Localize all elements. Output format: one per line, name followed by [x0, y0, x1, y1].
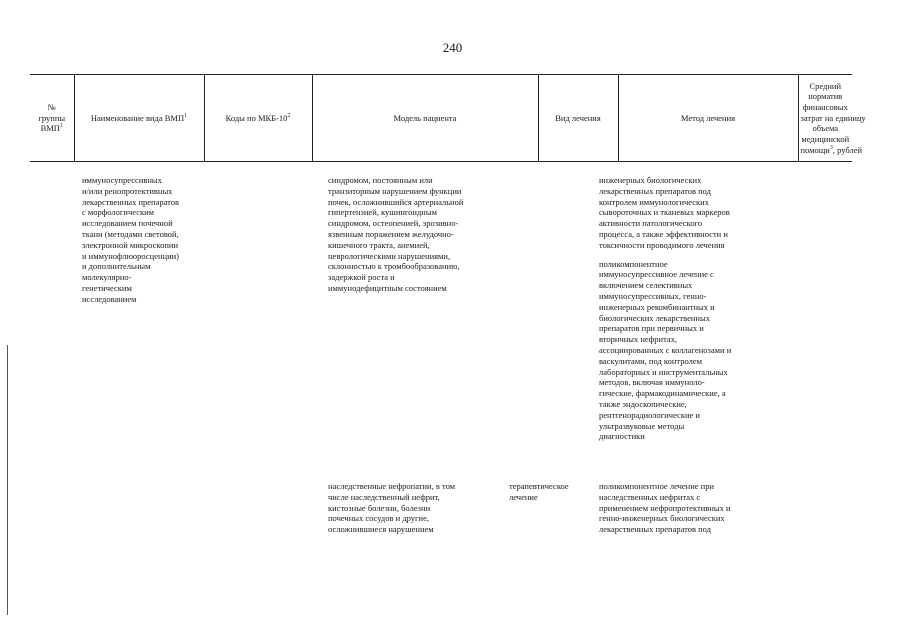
treatment-method-cell: поликомпонентное лечение при наследственных нефритах с применением нефропротективных и генно-инженерных биологических лекарственных препаратов под — [599, 481, 731, 535]
header-average-cost: Средний норматив финансовых затрат на единицу объема медицинской помощи$^3$, рублей — [798, 75, 852, 162]
header-treatment-type: Вид лечения — [538, 75, 618, 162]
header-patient-model: Модель пациента — [312, 75, 538, 162]
patient-model-cell: наследственные нефропатии, в том числе наследственный нефрит, кистозные болезни, болезни почечных сосудов и другие, осложнившиеся нарушением — [328, 481, 456, 535]
patient-model-cell: синдромом, постоянным или транзиторным нарушением функции почек, осложнившийся артериальной гипертензией, кушингоидным синдромом, остеопенией, эрозивно- язвенным поражением желудочно- кишечного тракта, анемией, неврологическими нарушениями, склонностью к тромбообразованию, задержкой роста и иммунодефицитным состоянием — [328, 175, 464, 293]
treatment-type-cell: терапевтическое лечение — [509, 481, 569, 502]
table-header — [30, 74, 866, 162]
header-vmp-name: Наименование вида ВМП$^1$ — [74, 75, 204, 162]
vmp-name-cell: иммуносупрессивных и/или ренопротективных лекарственных препаратов с морфологическим исследованием почечной ткани (методами световой, электронной микроскопии и иммунофлюоросценции) и дополнительным молекулярно- генетическим исследованием — [82, 175, 180, 304]
header-group-number: № группы ВМП$^1$ — [30, 75, 74, 162]
scan-margin-line — [7, 345, 8, 615]
page-number: 240 — [442, 40, 463, 55]
header-icd-codes: Коды по МКБ-$10^2$ — [204, 75, 312, 162]
treatment-method-cell: инженерных биологических лекарственных препаратов под контролем иммунологических сывороточных и тканевых маркеров активности патологического процесса, а также эффективности и токсичности проводимого лечения поликомпонентное иммуносупрессивное лечение с включением селективных иммуносупрессивных, генно- инженерных рекомбинантных и биологических лекарственных препаратов при первичных и вторичных нефритах, ассоциированных с коллагенозами и васкулитами, под контролем лабораторных и инструментальных методов, включая иммуноло- гические, фармакодинамические, а также эндоскопические, рентгенорадиологические и ультразвуковые методы диагностики — [599, 175, 732, 442]
header-treatment-method: Метод лечения — [618, 75, 798, 162]
